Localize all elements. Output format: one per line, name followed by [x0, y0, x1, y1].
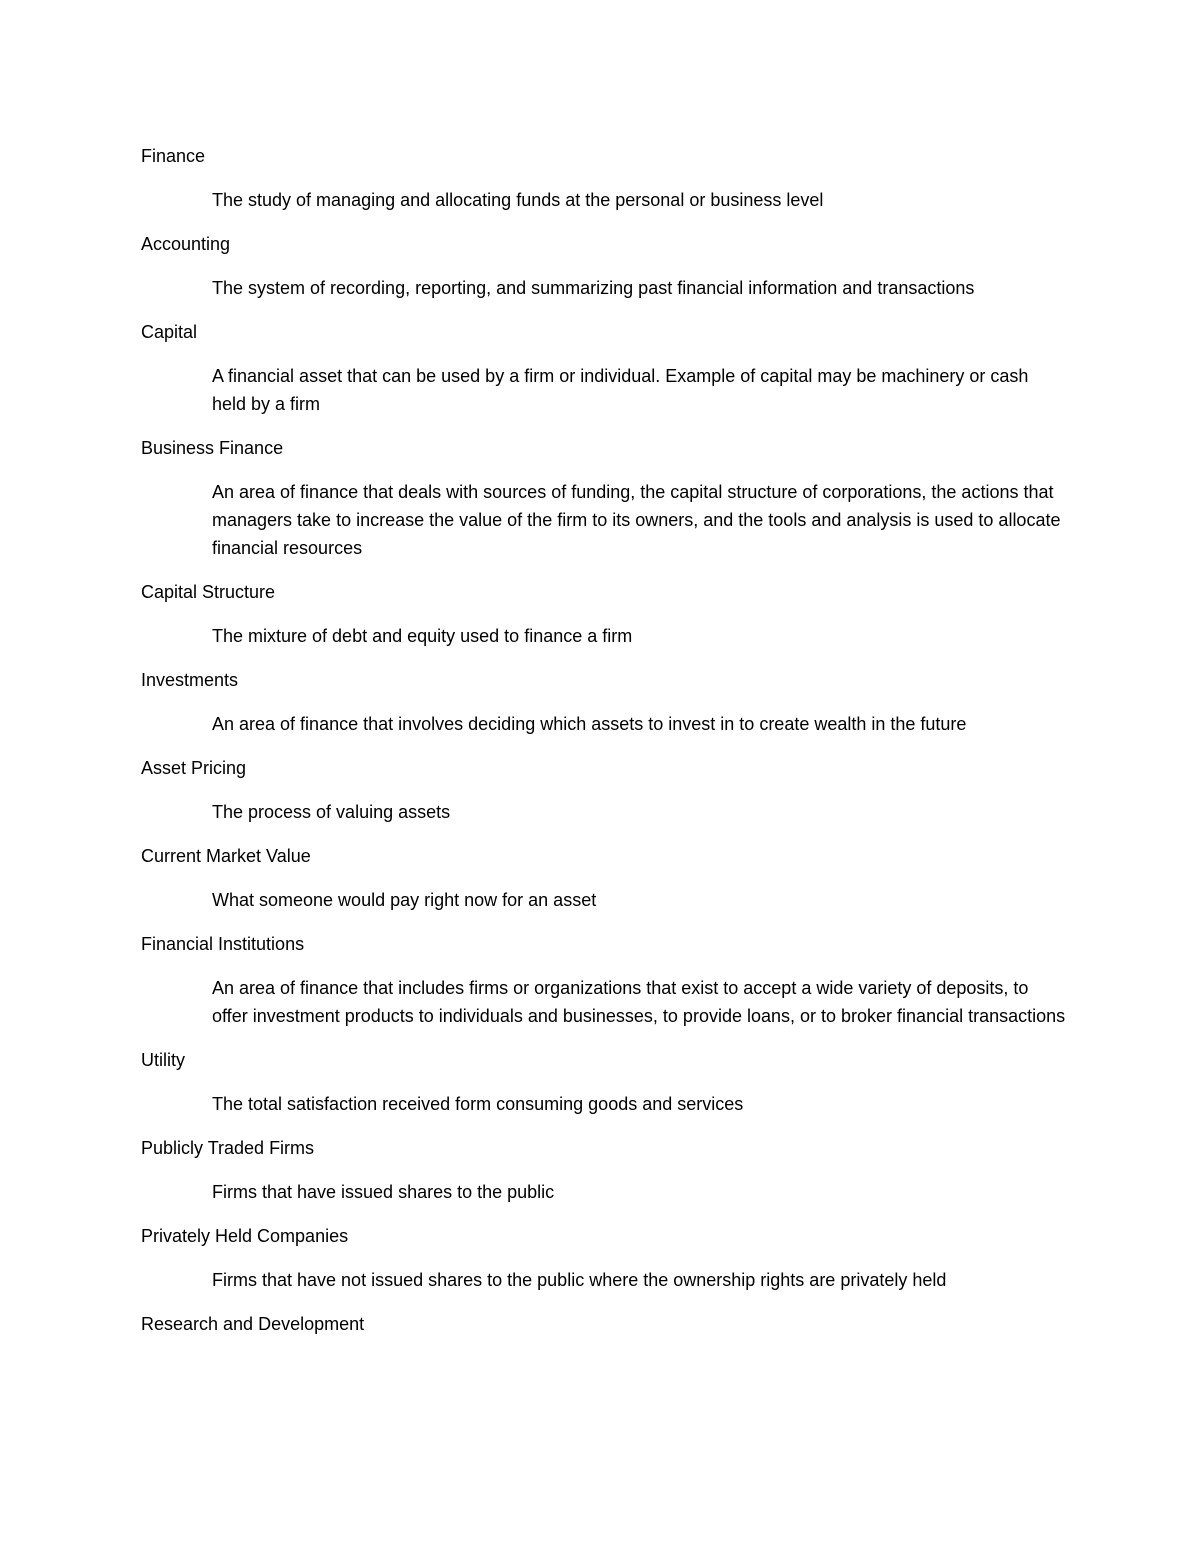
- glossary-entry: [141, 1134, 1071, 1206]
- glossary-definition: An area of finance that involves deciding which assets to invest in to create wealth in the future: [212, 714, 967, 734]
- glossary-entry: [141, 318, 1071, 418]
- glossary-term: Finance: [141, 146, 206, 166]
- glossary-definition: An area of finance that includes firms or organizations that exist to accept a wide variety of deposits, to offer investment products to individuals and businesses, to provide loans, or to broker financial transactions: [212, 978, 1066, 1026]
- glossary-entry: [141, 930, 1071, 1030]
- glossary-term: Accounting: [141, 234, 231, 254]
- glossary-entry: [141, 578, 1071, 650]
- glossary-definition: An area of finance that deals with sources of funding, the capital structure of corporations, the actions that managers take to increase the value of the firm to its owners, and the tools and analysis is used to allocate financial resources: [212, 482, 1061, 558]
- glossary-list: [141, 142, 1071, 1354]
- glossary-term: Asset Pricing: [141, 758, 247, 778]
- glossary-term: Investments: [141, 670, 239, 690]
- glossary-term: Financial Institutions: [141, 934, 305, 954]
- glossary-entry: [141, 1310, 1071, 1338]
- glossary-definition: What someone would pay right now for an asset: [212, 890, 597, 910]
- glossary-entry: [141, 666, 1071, 738]
- glossary-term: Capital Structure: [141, 582, 276, 602]
- glossary-definition: The process of valuing assets: [212, 802, 451, 822]
- glossary-definition: The total satisfaction received form consuming goods and services: [212, 1094, 744, 1114]
- glossary-entry: [141, 230, 1071, 302]
- glossary-entry: [141, 434, 1071, 562]
- glossary-entry: [141, 842, 1071, 914]
- glossary-definition: A financial asset that can be used by a firm or individual. Example of capital may be machinery or cash held by a firm: [212, 366, 1029, 414]
- glossary-term: Capital: [141, 322, 198, 342]
- glossary-definition: Firms that have issued shares to the public: [212, 1182, 555, 1202]
- glossary-term: Current Market Value: [141, 846, 311, 866]
- glossary-term: Utility: [141, 1050, 185, 1070]
- glossary-definition: The mixture of debt and equity used to finance a firm: [212, 626, 633, 646]
- glossary-term: Research and Development: [141, 1314, 365, 1334]
- glossary-term: Privately Held Companies: [141, 1226, 349, 1246]
- glossary-term: Business Finance: [141, 438, 284, 458]
- glossary-definition: The system of recording, reporting, and summarizing past financial information and transactions: [212, 278, 975, 298]
- glossary-entry: [141, 754, 1071, 826]
- glossary-entry: [141, 142, 1071, 214]
- glossary-definition: The study of managing and allocating funds at the personal or business level: [212, 190, 824, 210]
- glossary-entry: [141, 1046, 1071, 1118]
- glossary-entry: [141, 1222, 1071, 1294]
- glossary-term: Publicly Traded Firms: [141, 1138, 315, 1158]
- glossary-definition: Firms that have not issued shares to the public where the ownership rights are privately held: [212, 1270, 947, 1290]
